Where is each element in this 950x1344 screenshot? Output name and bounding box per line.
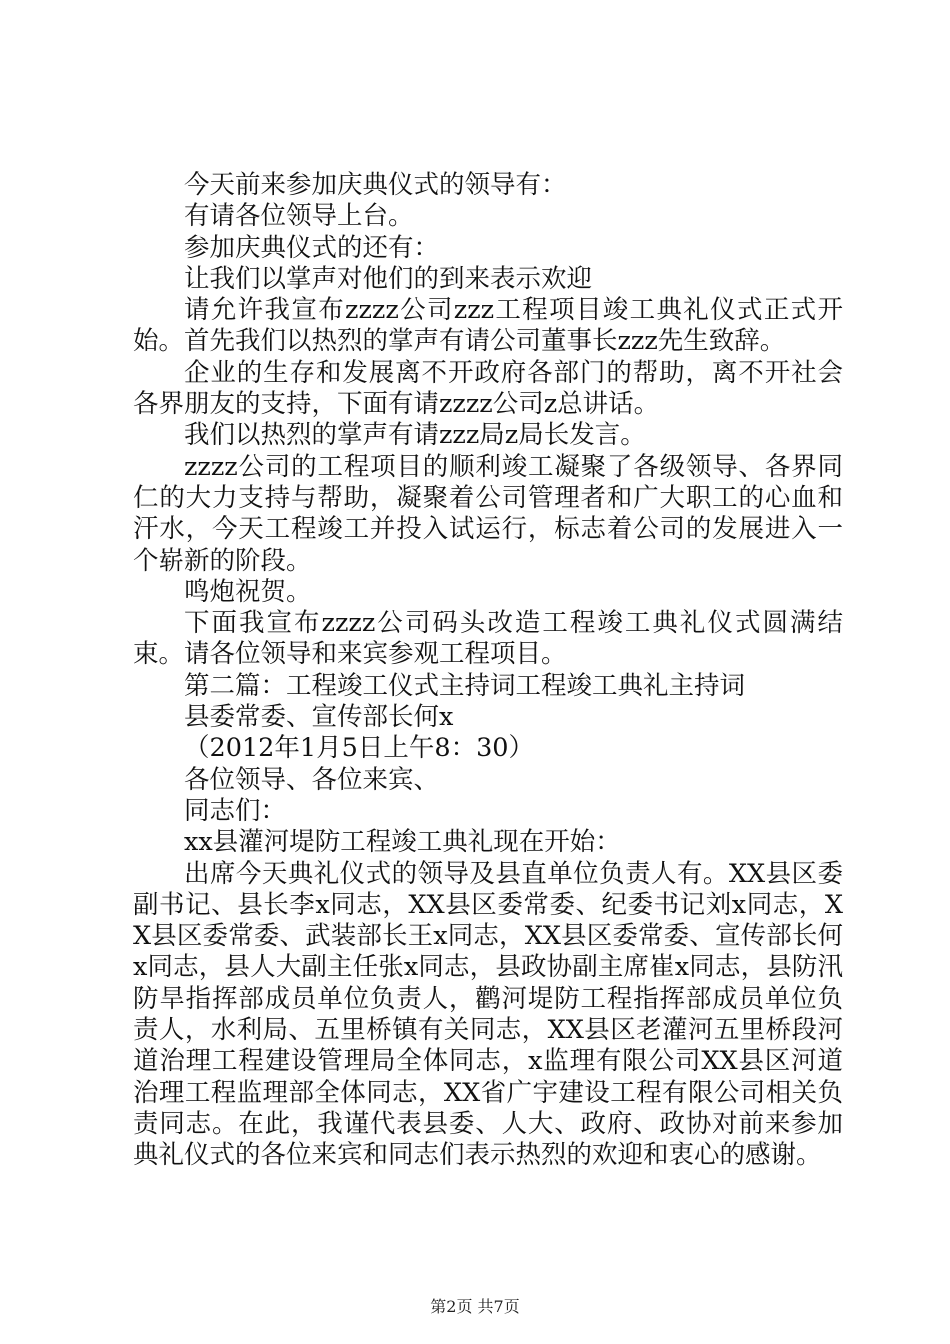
paragraph: xx县灌河堤防工程竣工典礼现在开始：	[184, 827, 621, 858]
paragraph: 请允许我宣布zzzz公司zzz工程项目竣工典礼仪式正式开始。首先我们以热烈的掌声有请公司董事长zzz先生致辞。	[133, 295, 843, 357]
paragraph: 出席今天典礼仪式的领导及县直单位负责人有。XX县区委副书记、县长李x同志，XX县区委常委、纪委书记刘x同志，XX县区委常委、武装部长王x同志，XX县区委常委、宣传部长何x同志，县人大副主任张x同志，县政协副主席崔x同志，县防汛防旱指挥部成员单位负责人，鹳河堤防工程指挥部成员单位负责人，水利局、五里桥镇有关同志，XX县区老灌河五里桥段河道治理工程建设管理局全体同志，x监理有限公司XX县区河道治理工程监理部全体同志，XX省广宇建设工程有限公司相关负责同志。在此，我谨代表县委、人大、政府、政协对前来参加典礼仪式的各位来宾和同志们表示热烈的欢迎和衷心的感谢。	[133, 858, 843, 1171]
speaker-line: 县委常委、宣传部长何x	[184, 702, 454, 733]
paragraph: 下面我宣布zzzz公司码头改造工程竣工典礼仪式圆满结束。请各位领导和来宾参观工程项目。	[133, 608, 843, 670]
page-number-footer: 第2页 共7页	[430, 1297, 520, 1316]
section-heading: 第二篇：工程竣工仪式主持词工程竣工典礼主持词	[184, 670, 746, 701]
paragraph: 企业的生存和发展离不开政府各部门的帮助，离不开社会各界朋友的支持，下面有请zzzz公司z总讲话。	[133, 357, 843, 420]
paragraph: 同志们：	[184, 795, 287, 826]
paragraph: 参加庆典仪式的还有：	[184, 232, 440, 263]
date-line: （2012年1月5日上午8：30）	[184, 733, 535, 764]
paragraph: 今天前来参加庆典仪式的领导有：	[184, 170, 567, 200]
paragraph: 各位领导、各位来宾、	[184, 764, 440, 795]
paragraph: 鸣炮祝贺。	[184, 576, 312, 607]
paragraph: 我们以热烈的掌声有请zzz局z局长发言。	[184, 420, 646, 451]
paragraph: 让我们以掌声对他们的到来表示欢迎	[184, 263, 593, 294]
paragraph: 有请各位领导上台。	[184, 201, 414, 232]
paragraph: zzzz公司的工程项目的顺利竣工凝聚了各级领导、各界同仁的大力支持与帮助，凝聚着公司管理者和广大职工的心血和汗水，今天工程竣工并投入试运行，标志着公司的发展进入一个崭新的阶段。	[133, 451, 843, 576]
document-body	[133, 170, 843, 1172]
